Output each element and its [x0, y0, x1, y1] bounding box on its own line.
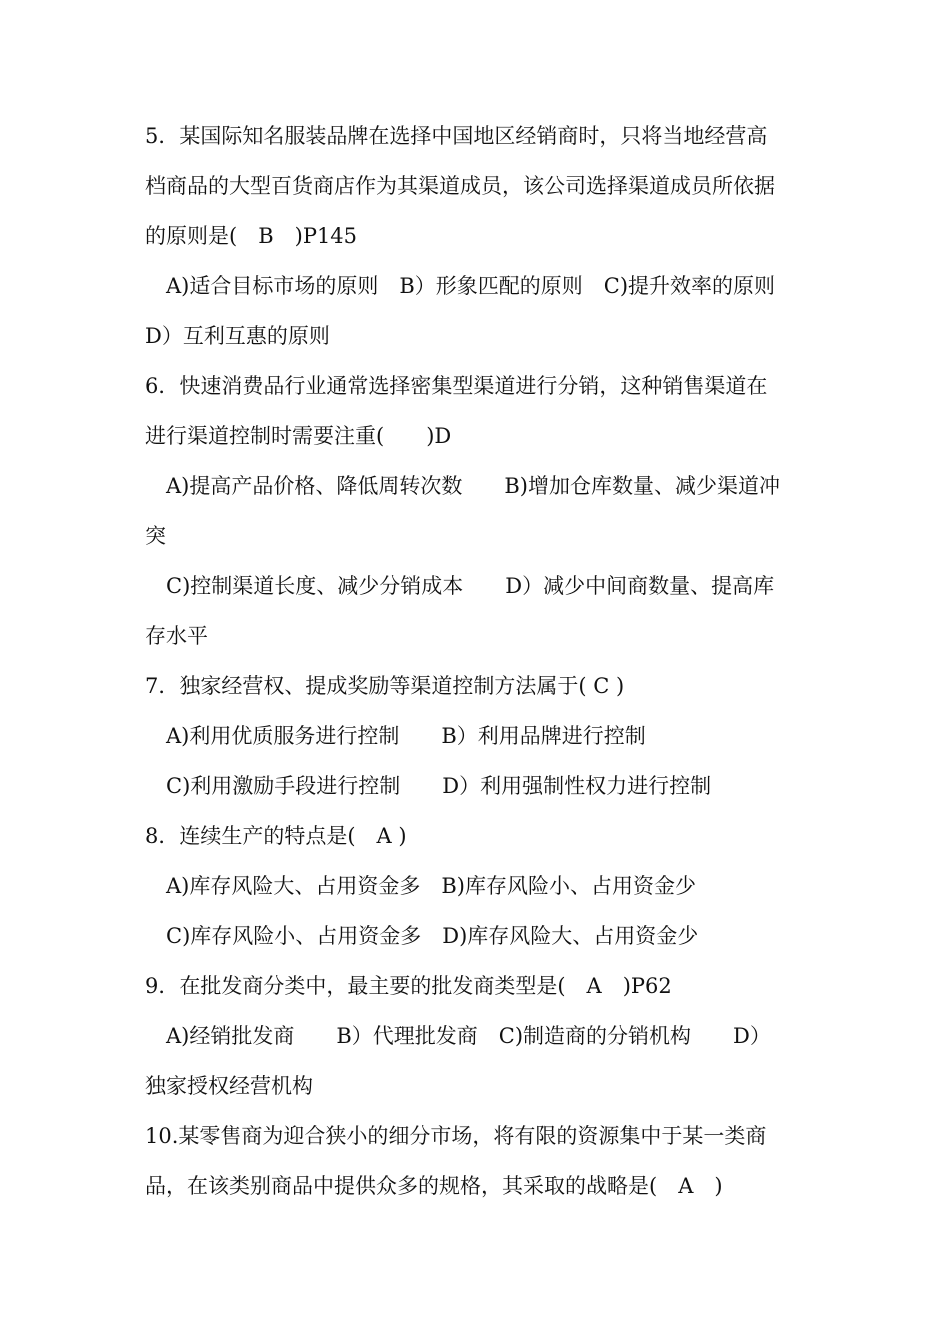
question-6-options-line-2: 突	[145, 524, 166, 548]
question-10-line-1: 10.某零售商为迎合狭小的细分市场，将有限的资源集中于某一类商	[145, 1124, 767, 1148]
question-10-line-2: 品，在该类别商品中提供众多的规格，其采取的战略是( A )	[145, 1174, 723, 1198]
question-6-line-2: 进行渠道控制时需要注重( )D	[145, 424, 452, 448]
question-6-options-line-1: A)提高产品价格、降低周转次数 B)增加仓库数量、减少渠道冲	[166, 474, 780, 498]
question-5-line-2: 档商品的大型百货商店作为其渠道成员，该公司选择渠道成员所依据	[145, 174, 775, 198]
question-8-options-line-1: A)库存风险大、占用资金多 B)库存风险小、占用资金少	[166, 874, 696, 898]
question-7-options-line-2: C)利用激励手段进行控制 D）利用强制性权力进行控制	[166, 774, 712, 798]
question-5-line-1: 5．某国际知名服装品牌在选择中国地区经销商时，只将当地经营高	[145, 124, 768, 148]
question-9-options-line-2: 独家授权经营机构	[145, 1074, 313, 1098]
question-5-line-3: 的原则是( B )P145	[145, 224, 358, 248]
question-6-options-line-4: 存水平	[145, 624, 208, 648]
question-5-options-line-1: A)适合目标市场的原则 B）形象匹配的原则 C)提升效率的原则	[166, 274, 776, 298]
question-9-line-1: 9．在批发商分类中，最主要的批发商类型是( A )P62	[145, 974, 672, 998]
question-7-line-1: 7．独家经营权、提成奖励等渠道控制方法属于( C )	[145, 674, 625, 698]
question-8-line-1: 8．连续生产的特点是( A )	[145, 824, 407, 848]
question-9-options-line-1: A)经销批发商 B）代理批发商 C)制造商的分销机构 D）	[166, 1024, 771, 1048]
question-6-options-line-3: C)控制渠道长度、减少分销成本 D）减少中间商数量、提高库	[166, 574, 775, 598]
question-list	[145, 111, 810, 1211]
question-5-options-line-2: D）互利互惠的原则	[145, 324, 330, 348]
question-8-options-line-2: C)库存风险小、占用资金多 D)库存风险大、占用资金少	[166, 924, 699, 948]
question-6-line-1: 6．快速消费品行业通常选择密集型渠道进行分销，这种销售渠道在	[145, 374, 768, 398]
question-7-options-line-1: A)利用优质服务进行控制 B）利用品牌进行控制	[166, 724, 646, 748]
